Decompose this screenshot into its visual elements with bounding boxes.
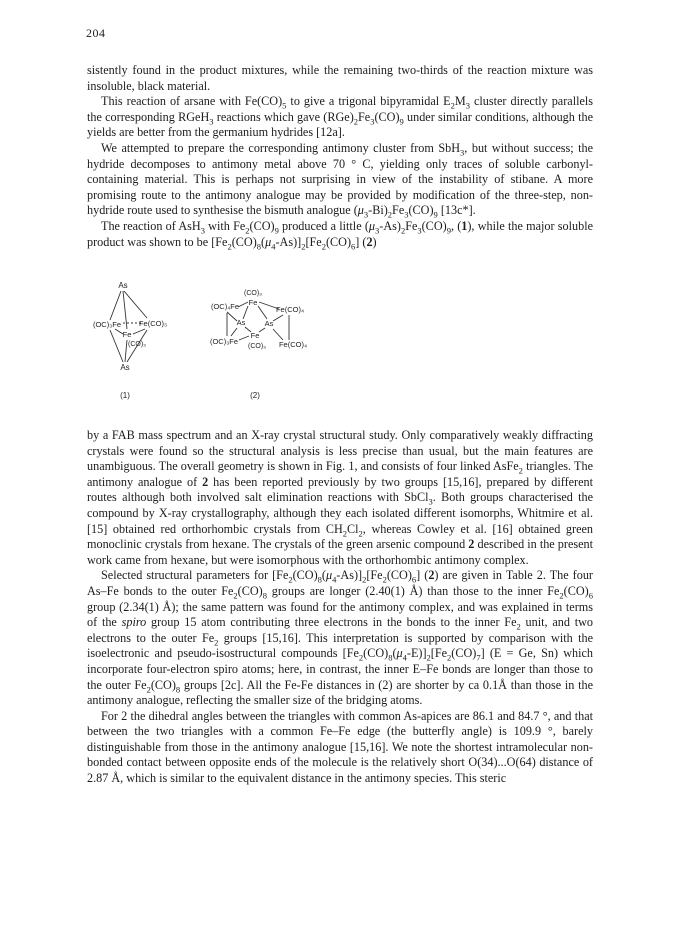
bond	[238, 302, 248, 307]
bond	[273, 315, 283, 321]
chemical-structures-figure	[87, 274, 327, 420]
bond	[239, 336, 249, 340]
paragraph: For 2 the dihedral angles between the triangles with common As-apices are 86.1 and 84.7 °, and that between the two triangles with a common Fe–Fe edge (the butterfly angle) is 109.9 °, barely distinguishable from those in the antimony analogue [15,16]. We note the shortest intramolecular non-bonded contact between opposite ends of the molecule is the relatively short O(34)...O(64) distance of 2.87 Å, which is similar to the equivalent distance in the antimony species. This steric	[87, 708, 593, 786]
paragraph: The reaction of AsH$_3$ with $Fe_2(CO)_9$ produced a little $(\mu_3-As)_2Fe_3(CO)_9$, (1), while the major soluble product was shown to be $[Fe_2(CO)_8(\mu_4-As)]_2[Fe_2(CO)_6]$ (2)	[87, 218, 593, 251]
atom-fe-lower-left: (OC)₃Fe	[209, 337, 239, 346]
page-number: 204	[86, 26, 106, 40]
atom-fe-upper-right: Fe(CO)₄	[275, 305, 305, 314]
bond	[259, 328, 265, 332]
bond	[245, 327, 251, 332]
paragraph: Selected structural parameters for $[Fe_2(CO)_8(\mu_4-As)]_2[Fe_2(CO)_6]$ (2) are given in Table 2. The four As–Fe bonds to the outer $Fe_2(CO)_8$ groups are longer (2.40(1) Å) than those to the inner $Fe_2(CO)_6$ group (2.34(1) Å); the same pattern was found for the antimony complex, and was explained in terms of the spiro group 15 atom contributing three electrons in the bonds to the inner $Fe_2$ unit, and two electrons to the outer $Fe_2$ groups [15,16]. This interpretation is supported by comparison with the isoelectronic and pseudo-isostructural compounds $[Fe_2(CO)_8(\mu_4-E)]_2[Fe_2(CO)_7] (E = Ge$, Sn) which incorporate four-electron spiro atoms; here, in contrast, the inner E–Fe bonds are longer than those to the outer $Fe_2(CO)_8$ groups [2c]. All the Fe-Fe distances in (2) are shorter by ca 0.1Å than those in the antimony analogue, reflecting the smaller size of the bridging atoms.	[87, 568, 594, 708]
atom-as-bottom: As	[120, 363, 130, 372]
atom-co3-bottom: (CO)₃	[247, 343, 267, 350]
atom-fe-left: (OC)₃Fe	[92, 320, 122, 329]
atom-fe-upper-left: (OC)₄Fe	[210, 302, 240, 311]
compound-label-1: (1)	[120, 391, 130, 400]
bond	[133, 329, 145, 334]
bond	[273, 329, 283, 340]
paragraph: This reaction of arsane with $Fe(CO)_5$ to give a trigonal bipyramidal $E_2M_3$ cluster directly parallels the corresponding RGeH$_3$ reactions which gave $(RGe)_2Fe_3(CO)_9$ under similar conditions, although the yields are better from the germanium hydrides [12a].	[87, 94, 593, 140]
atom-as-left: As	[236, 318, 246, 327]
atom-as-right: As	[264, 319, 274, 328]
atom-co3-top: (CO)₃	[243, 290, 263, 297]
paragraph: We attempted to prepare the corresponding antimony cluster from SbH$_3$, but without success; the hydride decomposes to antimony metal above 70 ° C, yielding only traces of soluble carbonyl-containing material. This is perhaps not surprising in view of the instability of stibane. A more promising route to the antimony analogue may be provided by modification of the three-step, non-hydride route used to synthesise the bismuth analogue $(\mu_3-Bi)_2Fe_3(CO)_9$ [13c*].	[87, 140, 594, 220]
atom-fe-right: Fe(CO)₃	[138, 319, 168, 328]
atom-co3-front: (CO)₃	[127, 341, 147, 348]
atom-fe-front: Fe	[122, 330, 132, 339]
bond	[231, 328, 237, 336]
text-block-bottom	[87, 428, 593, 787]
bond	[258, 306, 267, 319]
paragraph: sistently found in the product mixtures, while the remaining two-thirds of the reaction mixture was insoluble, black material.	[87, 63, 593, 93]
bond	[124, 291, 147, 318]
bond	[243, 306, 248, 319]
text-block-top	[87, 63, 593, 250]
atom-as-top: As	[118, 281, 128, 290]
atom-fe-lower-right: Fe(CO)₄	[278, 340, 308, 349]
atom-fe-top: Fe	[248, 298, 258, 307]
bond	[110, 291, 121, 320]
bond	[227, 312, 237, 321]
atom-fe-bottom: Fe	[250, 331, 260, 340]
bond	[125, 340, 127, 362]
compound-label-2: (2)	[250, 391, 260, 400]
paragraph: by a FAB mass spectrum and an X-ray crystal structural study. Only comparatively weakly diffracting crystals were found so the structural analysis is less precise than usual, but the main features are unambiguous. The overall geometry is shown in Fig. 1, and consists of four linked AsFe$_2$ triangles. The antimony analogue of 2 has been reported previously by two groups [15,16], prepared by different routes although both involved salt elimination reactions with SbCl$_3$. Both groups characterised the compound by X-ray crystallography, although they each isolated different isomorphs, Whitmire et al. [15] obtained red orthorhombic crystals from $CH_2Cl_2$, whereas Cowley et al. [16] obtained green monoclinic crystals from hexane. The crystals of the green arsenic compound 2 described in the present work came from hexane, but were isomorphous with the orthorhombic antimony complex.	[87, 428, 593, 567]
bond	[110, 330, 123, 362]
